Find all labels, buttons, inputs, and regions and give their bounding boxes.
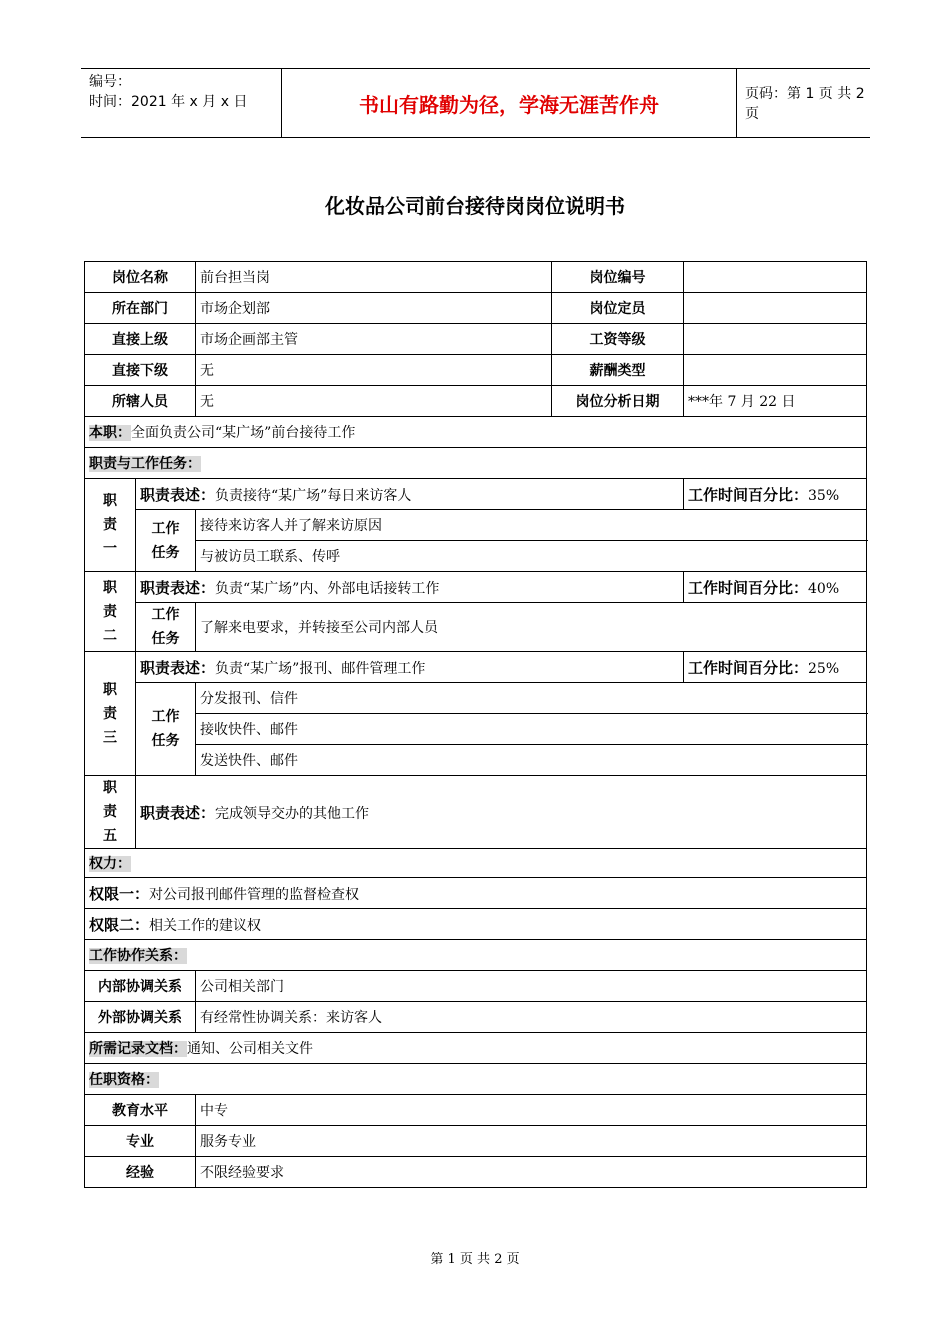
relations-heading-text: 工作协作关系： <box>89 948 187 964</box>
page-footer: 第 1 页 共 2 页 <box>430 1252 520 1267</box>
duty-summary-label: 本职： <box>89 425 131 441</box>
document-title: 化妆品公司前台接待岗岗位说明书 <box>325 194 625 218</box>
education-value: 中专 <box>196 1095 867 1126</box>
duty-3-task-3: 发送快件、邮件 <box>196 745 867 776</box>
duty-3-task-row-3 <box>85 745 867 776</box>
duty-1-task-label: 工作 任务 <box>136 510 196 572</box>
major-value: 服务专业 <box>196 1126 867 1157</box>
quota-value <box>684 293 867 324</box>
duty-2-pct-value: 40% <box>808 580 840 597</box>
row-relations-heading <box>85 940 867 971</box>
superior-value: 市场企画部主管 <box>196 324 552 355</box>
duty-1-pct-value: 35% <box>808 487 840 504</box>
external-relations-value: 有经常性协调关系：来访客人 <box>196 1002 867 1033</box>
name-label: 岗位名称 <box>85 262 196 293</box>
duty-3-pct-label: 工作时间百分比： <box>688 658 809 677</box>
duty-1-desc <box>136 479 684 510</box>
authority-heading <box>85 849 867 878</box>
row-staff <box>85 386 867 417</box>
date-label: 岗位分析日期 <box>552 386 684 417</box>
subordinate-label: 直接下级 <box>85 355 196 386</box>
duty-5-desc-text: 完成领导交办的其他工作 <box>215 805 370 822</box>
duty-3-task-2: 接收快件、邮件 <box>196 714 867 745</box>
major-label: 专业 <box>85 1126 196 1157</box>
salary-label: 薪酬类型 <box>552 355 684 386</box>
row-qualification-heading <box>85 1064 867 1095</box>
duty-5-desc-label: 职责表述： <box>140 803 216 822</box>
staff-label: 所辖人员 <box>85 386 196 417</box>
duty-2-pct <box>684 572 867 603</box>
duty-1-desc-label: 职责表述： <box>140 485 216 504</box>
external-relations-label: 外部协调关系 <box>85 1002 196 1033</box>
name-value: 前台担当岗 <box>196 262 552 293</box>
duty-2-task-row-1 <box>85 603 867 652</box>
time-label: 时间：2021 年 x 月 x 日 <box>89 94 248 110</box>
experience-value: 不限经验要求 <box>196 1157 867 1188</box>
internal-relations-label: 内部协调关系 <box>85 971 196 1002</box>
row-authority-heading <box>85 849 867 878</box>
header-meta <box>81 69 281 137</box>
duty-3-task-label: 工作 任务 <box>136 683 196 776</box>
qualification-heading <box>85 1064 867 1095</box>
duties-heading <box>85 448 867 479</box>
date-value: ***年 7 月 22 日 <box>684 386 867 417</box>
number-label: 编号： <box>89 74 131 90</box>
records-label: 所需记录文档： <box>89 1041 187 1057</box>
header-page-label: 页码：第 1 页 共 2 页 <box>745 86 865 122</box>
duty-3-pct-value: 25% <box>808 660 840 677</box>
code-value <box>684 262 867 293</box>
internal-relations-value: 公司相关部门 <box>196 971 867 1002</box>
row-internal-relations <box>85 971 867 1002</box>
subordinate-value: 无 <box>196 355 552 386</box>
duty-1-task-1: 接待来访客人并了解来访原因 <box>196 510 867 541</box>
duty-3-desc-text: 负责“某广场”报刊、邮件管理工作 <box>215 660 426 677</box>
duties-heading-text: 职责与工作任务： <box>89 456 201 472</box>
duty-5-desc <box>136 776 867 849</box>
code-label: 岗位编号 <box>552 262 684 293</box>
duty-3-desc <box>136 652 684 683</box>
dept-label: 所在部门 <box>85 293 196 324</box>
authority-2-label: 权限二： <box>89 915 150 934</box>
duty-2-desc-text: 负责“某广场”内、外部电话接转工作 <box>215 580 440 597</box>
row-external-relations <box>85 1002 867 1033</box>
duty-summary-value: 全面负责公司“某广场”前台接待工作 <box>131 425 356 441</box>
records <box>85 1033 867 1064</box>
duty-1-task-row-1 <box>85 510 867 541</box>
row-education <box>85 1095 867 1126</box>
duty-2-desc-label: 职责表述： <box>140 578 216 597</box>
job-description-table <box>84 261 867 1188</box>
qualification-heading-text: 任职资格： <box>89 1072 159 1088</box>
duty-3-task-row-1 <box>85 683 867 714</box>
row-authority-2 <box>85 909 867 940</box>
duty-1-pct-label: 工作时间百分比： <box>688 485 809 504</box>
duty-2-task-label: 工作 任务 <box>136 603 196 652</box>
relations-heading <box>85 940 867 971</box>
header-motto: 书山有路勤为径，学海无涯苦作舟 <box>281 69 737 137</box>
row-records <box>85 1033 867 1064</box>
duty-2-task-1: 了解来电要求，并转接至公司内部人员 <box>196 603 867 652</box>
duty-1-name: 职 责 一 <box>85 479 136 572</box>
duty-3-pct <box>684 652 867 683</box>
dept-value: 市场企划部 <box>196 293 552 324</box>
duty-2-name: 职 责 二 <box>85 572 136 652</box>
row-experience <box>85 1157 867 1188</box>
grade-value <box>684 324 867 355</box>
authority-heading-text: 权力： <box>89 856 131 872</box>
authority-1-value: 对公司报刊邮件管理的监督检查权 <box>149 886 360 903</box>
duty-1-desc-row <box>85 479 867 510</box>
row-dept <box>85 293 867 324</box>
duty-5-name: 职 责 五 <box>85 776 136 849</box>
staff-value: 无 <box>196 386 552 417</box>
row-authority-1 <box>85 878 867 909</box>
duty-2-desc <box>136 572 684 603</box>
duty-3-desc-row <box>85 652 867 683</box>
salary-value <box>684 355 867 386</box>
row-major <box>85 1126 867 1157</box>
records-value: 通知、公司相关文件 <box>187 1041 313 1057</box>
page-header <box>81 68 870 138</box>
authority-2 <box>85 909 867 940</box>
grade-label: 工资等级 <box>552 324 684 355</box>
duty-3-task-row-2 <box>85 714 867 745</box>
duty-3-name: 职 责 三 <box>85 652 136 776</box>
duty-3-desc-label: 职责表述： <box>140 658 216 677</box>
row-subordinate <box>85 355 867 386</box>
duty-1-task-row-2 <box>85 541 867 572</box>
duty-1-desc-text: 负责接待“某广场”每日来访客人 <box>215 487 412 504</box>
row-name <box>85 262 867 293</box>
row-duty-summary <box>85 417 867 448</box>
row-superior <box>85 324 867 355</box>
duty-2-desc-row <box>85 572 867 603</box>
row-duties-heading <box>85 448 867 479</box>
superior-label: 直接上级 <box>85 324 196 355</box>
duty-summary <box>85 417 867 448</box>
education-label: 教育水平 <box>85 1095 196 1126</box>
duty-3-task-1: 分发报刊、信件 <box>196 683 867 714</box>
experience-label: 经验 <box>85 1157 196 1188</box>
duty-5-row <box>85 776 867 849</box>
duty-1-pct <box>684 479 867 510</box>
authority-2-value: 相关工作的建议权 <box>149 917 262 934</box>
authority-1-label: 权限一： <box>89 884 150 903</box>
duty-1-task-2: 与被访员工联系、传呼 <box>196 541 867 572</box>
authority-1 <box>85 878 867 909</box>
quota-label: 岗位定员 <box>552 293 684 324</box>
duty-2-pct-label: 工作时间百分比： <box>688 578 809 597</box>
